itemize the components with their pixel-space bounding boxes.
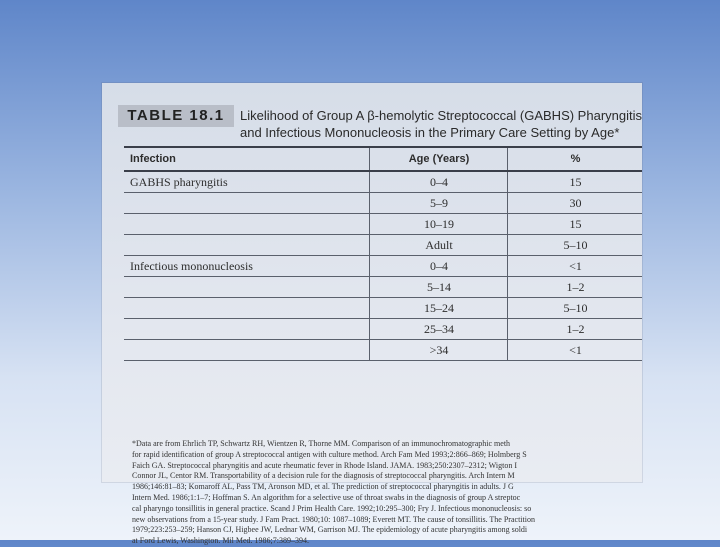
table-number-label: TABLE 18.1 — [118, 105, 234, 127]
infection-cell — [130, 340, 365, 360]
footnote-line: at Ford Lewis, Washington. Mil Med. 1986;7:389–394. — [132, 536, 309, 546]
age-cell: 10–19 — [369, 214, 508, 234]
infection-cell — [130, 214, 365, 234]
data-table — [124, 146, 642, 361]
table-row — [124, 277, 642, 298]
footnote-line: cal pharyngo tonsillitis in general practice. Scand J Prim Health Care. 1992;10:295–300; Fry J. Infectious mononucleosis: so — [132, 503, 532, 513]
percent-cell: <1 — [507, 340, 643, 360]
footnote-line: Intern Med. 1986;1:1–7; Hoffman S. An algorithm for a selective use of throat swabs in the diagnosis of group A streptoc — [132, 492, 521, 502]
percent-cell: 1–2 — [507, 277, 643, 297]
table-row — [124, 214, 642, 235]
table-title-line-1: Likelihood of Group A β-hemolytic Streptococcal (GABHS) Pharyngitis — [240, 108, 642, 123]
age-cell: 0–4 — [369, 256, 508, 276]
footnote-line: Faich GA. Streptococcal pharyngitis and acute rheumatic fever in Rhode Island. JAMA. 1983;250:2307–2312; Wigton I — [132, 460, 518, 470]
age-cell: Adult — [369, 235, 508, 255]
infection-cell: Infectious mononucleosis — [130, 259, 253, 273]
column-header-percent: % — [507, 148, 643, 170]
table-row — [124, 235, 642, 256]
table-title — [240, 107, 640, 141]
table-header-row — [124, 148, 642, 172]
percent-cell: 1–2 — [507, 319, 643, 339]
table-footnote — [132, 439, 652, 547]
footnote-line: *Data are from Ehrlich TP, Schwartz RH, Wientzen R, Thorne MM. Comparison of an immunochromatographic meth — [132, 439, 511, 448]
footnote-line: for rapid identification of group A streptococcal antigen with culture method. Arch Fam Med 1993;2:866–869; Holmberg S — [132, 449, 527, 459]
percent-cell: 30 — [507, 193, 643, 213]
age-cell: 5–14 — [369, 277, 508, 297]
infection-cell — [130, 235, 365, 255]
table-row — [124, 193, 642, 214]
infection-cell: GABHS pharyngitis — [130, 175, 228, 189]
column-header-age: Age (Years) — [369, 148, 508, 170]
percent-cell: 5–10 — [507, 235, 643, 255]
percent-cell: 15 — [507, 214, 643, 234]
percent-cell: 5–10 — [507, 298, 643, 318]
table-row — [124, 319, 642, 340]
footnote-line: new observations from a 15-year study. J Fam Pract. 1980;10: 1087–1089; Everett MT. The cause of tonsillitis. The Practition — [132, 514, 535, 524]
age-cell: 5–9 — [369, 193, 508, 213]
footnote-line: Connor JL, Centor RM. Transportability of a decision rule for the diagnosis of streptococcal pharyngitis. Arch Intern M — [132, 471, 515, 481]
infection-cell — [130, 319, 365, 339]
footnote-line: 1986;146:81–83; Komaroff AL, Pass TM, Aronson MD, et al. The prediction of streptococcal pharyngitis in adults. J G — [132, 482, 514, 492]
age-cell: 15–24 — [369, 298, 508, 318]
photographed-book-page — [102, 83, 642, 546]
age-cell: 0–4 — [369, 172, 508, 192]
infection-cell — [130, 298, 365, 318]
table-row — [124, 298, 642, 319]
table-row — [124, 256, 642, 277]
table-row — [124, 172, 642, 193]
footnote-line: 1979;223:253–259; Hanson CJ, Higbee JW, Lednar WM, Garrison MJ. The epidemiology of acute pharyngitis among soldi — [132, 525, 528, 535]
column-header-infection: Infection — [130, 153, 176, 165]
table-title-line-2: and Infectious Mononucleosis in the Primary Care Setting by Age* — [240, 125, 620, 140]
age-cell: 25–34 — [369, 319, 508, 339]
infection-cell — [130, 277, 365, 297]
percent-cell: <1 — [507, 256, 643, 276]
table-row — [124, 340, 642, 361]
age-cell: >34 — [369, 340, 508, 360]
infection-cell — [130, 193, 365, 213]
percent-cell: 15 — [507, 172, 643, 192]
